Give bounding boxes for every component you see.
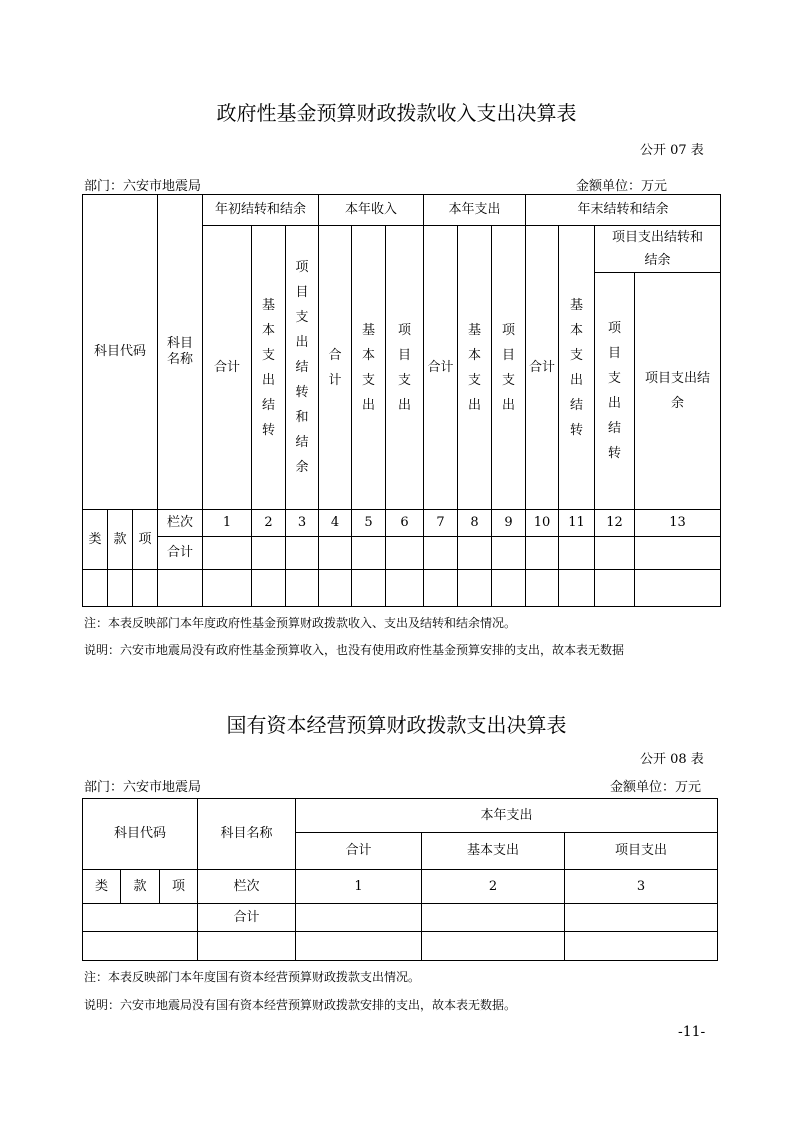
table1 [82, 194, 721, 607]
table2-note: 注：本表反映部门本年度国有资本经营预算财政拨款支出情况。 [84, 970, 421, 984]
col-num: 13 [635, 510, 721, 537]
col-num: 5 [352, 510, 386, 537]
table2-code: 公开 08 表 [640, 752, 704, 767]
table2-explain: 说明：六安市地震局没有国有资本经营预算财政拨款安排的支出，故本表无数据。 [84, 998, 517, 1012]
header-begin-project: 项 目 支 出 结 转 和 结 余 [286, 226, 319, 510]
t2-header-subject-name: 科目名称 [198, 799, 296, 870]
table1-unit: 金额单位：万元 [576, 179, 668, 194]
header-year-expense: 本年支出 [424, 195, 526, 226]
col-num: 3 [286, 510, 319, 537]
header-income-basic: 基 本 支 出 [352, 226, 386, 510]
table2-unit: 金额单位：万元 [610, 780, 702, 795]
t2-header-subject-code: 科目代码 [83, 799, 198, 870]
col-num: 6 [386, 510, 424, 537]
t2-col-num: 3 [565, 870, 718, 904]
header-expense-total: 合计 [424, 226, 458, 510]
col-num: 10 [526, 510, 559, 537]
col-num: 11 [559, 510, 595, 537]
header-begin-balance: 年初结转和结余 [203, 195, 319, 226]
table1-department: 部门：六安市地震局 [84, 179, 202, 194]
header-end-project-carry: 项 目 支 出 结 转 [595, 273, 635, 510]
table-row [83, 570, 721, 607]
table2-title: 国有资本经营预算财政拨款支出决算表 [226, 713, 567, 737]
header-end-balance: 年末结转和结余 [526, 195, 721, 226]
t2-header-basic: 基本支出 [422, 833, 565, 870]
header-begin-basic: 基 本 支 出 结 转 [252, 226, 286, 510]
t2-header-year-expense: 本年支出 [296, 799, 718, 833]
header-lei: 类 [83, 510, 108, 570]
table1-note: 注：本表反映部门本年度政府性基金预算财政拨款收入、支出及结转和结余情况。 [84, 616, 517, 630]
page-number: -11- [678, 1024, 706, 1040]
col-num: 9 [492, 510, 526, 537]
table1-title: 政府性基金预算财政拨款收入支出决算表 [216, 101, 577, 125]
header-kuan: 款 [108, 510, 133, 570]
t2-col-num: 1 [296, 870, 422, 904]
table2 [82, 798, 718, 961]
header-end-project-balance: 项目支出结 余 [635, 273, 721, 510]
header-expense-basic: 基 本 支 出 [458, 226, 492, 510]
header-subject-name: 科目 名称 [158, 195, 203, 510]
col-num: 1 [203, 510, 252, 537]
header-end-basic: 基 本 支 出 结 转 [559, 226, 595, 510]
t2-header-kuan: 款 [121, 870, 160, 904]
label-lanci: 栏次 [158, 510, 203, 537]
t2-header-xiang: 项 [160, 870, 198, 904]
table1-code: 公开 07 表 [640, 143, 704, 158]
header-end-total: 合计 [526, 226, 559, 510]
header-income-total: 合 计 [319, 226, 352, 510]
t2-header-project: 项目支出 [565, 833, 718, 870]
col-num: 8 [458, 510, 492, 537]
t2-col-num: 2 [422, 870, 565, 904]
table2-department: 部门：六安市地震局 [84, 780, 202, 795]
table-row [83, 932, 718, 961]
header-subject-code: 科目代码 [83, 195, 158, 510]
t2-header-lei: 类 [83, 870, 121, 904]
col-num: 2 [252, 510, 286, 537]
col-num: 7 [424, 510, 458, 537]
header-xiang: 项 [133, 510, 158, 570]
col-num: 12 [595, 510, 635, 537]
header-year-income: 本年收入 [319, 195, 424, 226]
header-end-project-group: 项目支出结转和 结余 [595, 226, 721, 273]
header-income-project: 项 目 支 出 [386, 226, 424, 510]
t2-header-total: 合计 [296, 833, 422, 870]
table1-explain: 说明：六安市地震局没有政府性基金预算收入，也没有使用政府性基金预算安排的支出，故本表无数据 [84, 643, 625, 657]
header-expense-project: 项 目 支 出 [492, 226, 526, 510]
col-num: 4 [319, 510, 352, 537]
t2-label-heji: 合计 [198, 904, 296, 932]
label-heji: 合计 [158, 537, 203, 570]
t2-label-lanci: 栏次 [198, 870, 296, 904]
header-begin-total: 合计 [203, 226, 252, 510]
